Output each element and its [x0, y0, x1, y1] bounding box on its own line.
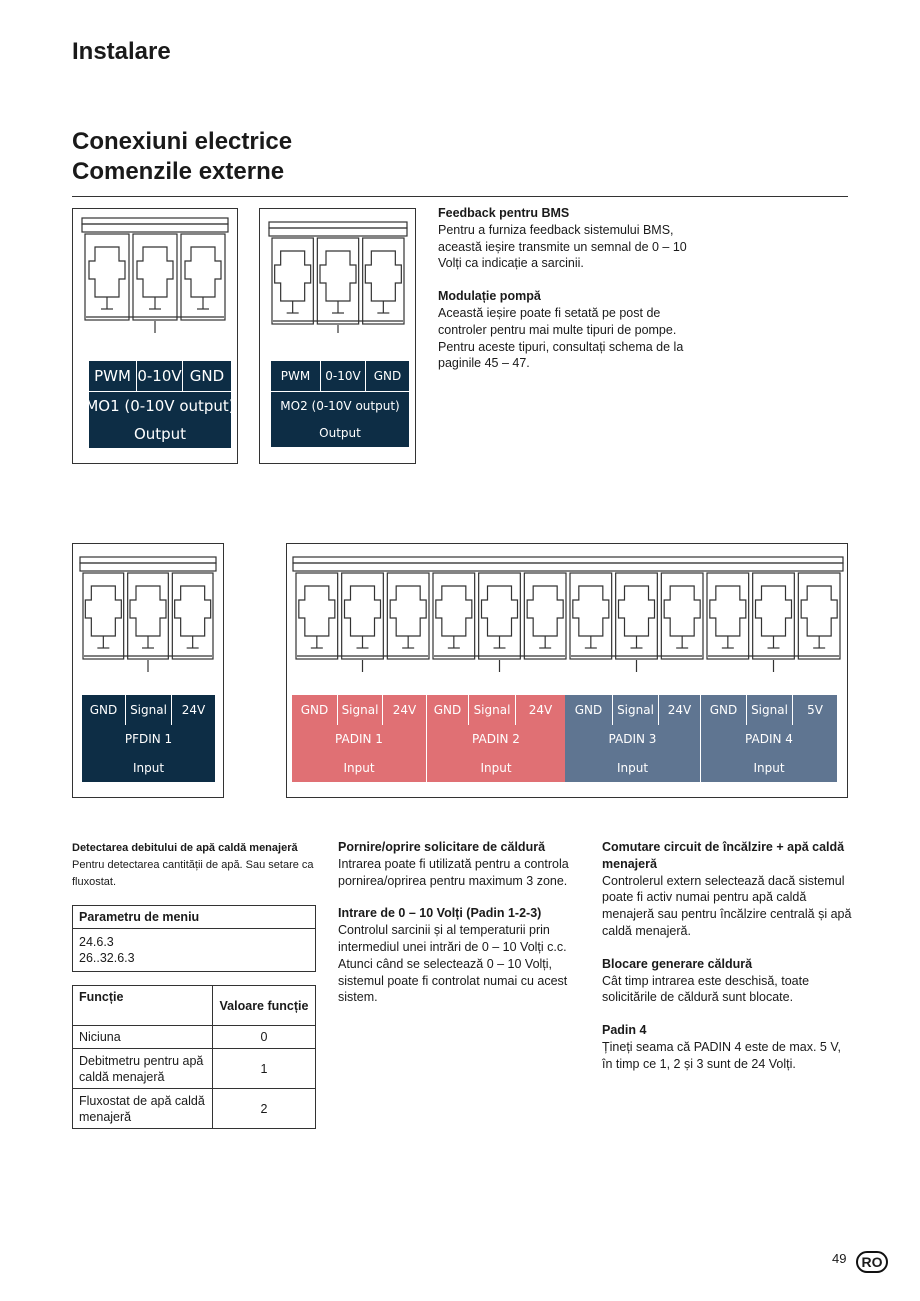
heat-block-text: Cât timp intrarea este deschisă, toate solicitările de căldură sunt blocate.	[602, 973, 810, 1005]
circuit-switch-text: Controlerul extern selectează dacă sistemul poate fi activ numai pentru apă caldă menajeră sau pentru încălzire centrală și apă caldă menajeră.	[602, 873, 852, 938]
function-row-3-label: Fluxostat de apă caldă menajeră	[73, 1089, 213, 1129]
flow-detection-text: Pentru detectarea cantității de apă. Sau setare ca fluxostat.	[72, 859, 314, 888]
padin-connector-box	[286, 543, 848, 798]
padin3-pin-gnd: GND	[565, 695, 613, 725]
menu-parameter-header: Parametru de meniu	[73, 906, 316, 929]
function-row-3-value: 2	[213, 1089, 316, 1129]
mo2-pin-gnd: GND	[366, 361, 409, 391]
padin3-type: Input	[565, 753, 701, 782]
page-number: 49	[832, 1251, 847, 1266]
pump-title: Modulație pompă	[438, 289, 541, 304]
function-row-1-label: Niciuna	[73, 1026, 213, 1049]
heat-request-title: Pornire/oprire solicitare de căldură	[338, 840, 546, 854]
mo2-name: MO2 (0-10V output)	[271, 392, 409, 419]
voltage-input-title: Intrare de 0 – 10 Volți (Padin 1-2-3)	[338, 906, 542, 921]
padin4-pin-5v: 5V	[793, 695, 837, 725]
page-header	[72, 38, 171, 66]
pfdin-pin-24v: 24V	[172, 695, 215, 725]
padin3-pin-24v: 24V	[659, 695, 701, 725]
header-title: Instalare	[72, 38, 171, 65]
padin1-pin-24v: 24V	[383, 695, 427, 725]
mo1-pin-gnd: GND	[183, 361, 231, 391]
mo2-pin-0-10v: 0-10V	[321, 361, 366, 391]
function-row-2-label: Debitmetru pentru apă caldă menajeră	[73, 1049, 213, 1089]
section-title	[72, 127, 292, 187]
pump-text: Această ieșire poate fi setată pe post de controler pentru mai multe tipuri de pompe. Pentru aceste tipuri, consultați schema de la paginile 45 – 47.	[438, 305, 684, 371]
padin3-pin-signal: Signal	[613, 695, 659, 725]
padin2-pin-gnd: GND	[427, 695, 469, 725]
pfdin-pin-signal: Signal	[126, 695, 172, 725]
padin4-note-title: Padin 4	[602, 1023, 647, 1038]
circuit-switch-title: Comutare circuit de încălzire + apă caldă menajeră	[602, 840, 845, 871]
menu-parameter-table	[72, 905, 316, 972]
pfdin-connector-box	[72, 543, 224, 798]
pfdin-type: Input	[82, 753, 215, 782]
mo1-pin-0-10v: 0-10V	[137, 361, 183, 391]
flow-detection-title: Detectarea debitului de apă caldă menajeră	[72, 842, 298, 854]
bms-text-block	[438, 205, 688, 372]
padin2-pin-24v: 24V	[516, 695, 565, 725]
voltage-input-text: Controlul sarcinii și al temperaturii prin intermediul unei intrări de 0 – 10 Volți c.c. Atunci când se selectează 0 – 10 Volți, sistemul poate fi controlat numai cu acest sistem.	[338, 923, 568, 1005]
mo1-type: Output	[89, 420, 231, 448]
padin1-name: PADIN 1	[292, 725, 427, 753]
language-badge: RO	[856, 1251, 888, 1273]
pfdin-terminal-block-icon	[79, 556, 217, 674]
padin1-type: Input	[292, 753, 427, 782]
padin2-name: PADIN 2	[427, 725, 565, 753]
mo2-terminal-block-icon	[268, 221, 408, 333]
section-divider	[72, 196, 848, 197]
mo2-connector-box	[259, 208, 416, 464]
mo2-type: Output	[271, 419, 409, 447]
circuit-switch-block	[602, 839, 852, 1073]
function-row-2-value: 1	[213, 1049, 316, 1089]
function-row-1-value: 0	[213, 1026, 316, 1049]
mo1-name: MO1 (0-10V output)	[89, 392, 231, 420]
mo1-pin-pwm: PWM	[89, 361, 137, 391]
pfdin-pin-gnd: GND	[82, 695, 126, 725]
padin4-note-text: Țineți seama că PADIN 4 este de max. 5 V, în timp ce 1, 2 și 3 sunt de 24 Volți.	[602, 1039, 842, 1071]
menu-parameter-value-2: 26..32.6.3	[79, 951, 135, 965]
padin1-pin-signal: Signal	[338, 695, 383, 725]
padin4-type: Input	[701, 753, 837, 782]
function-table	[72, 985, 316, 1129]
flow-detection-block	[72, 840, 322, 891]
value-col-header: Valoare funcție	[213, 986, 316, 1026]
section-title-line1: Conexiuni electrice	[72, 128, 293, 155]
mo1-connector-box	[72, 208, 238, 464]
menu-parameter-value-1: 24.6.3	[79, 935, 114, 949]
padin3-name: PADIN 3	[565, 725, 701, 753]
bms-text: Pentru a furniza feedback sistemului BMS, această ieșire transmite un semnal de 0 – 10 Volți ca indicație a sarcinii.	[438, 222, 687, 271]
padin4-pin-signal: Signal	[747, 695, 793, 725]
padin-terminal-block-icon	[292, 556, 844, 674]
mo2-pin-pwm: PWM	[271, 361, 321, 391]
padin2-pin-signal: Signal	[469, 695, 516, 725]
padin4-pin-gnd: GND	[701, 695, 747, 725]
bms-title: Feedback pentru BMS	[438, 206, 570, 220]
section-title-line2: Comenzile externe	[72, 158, 285, 185]
padin4-name: PADIN 4	[701, 725, 837, 753]
heat-request-text: Intrarea poate fi utilizată pentru a controla pornirea/oprirea pentru maximum 3 zone.	[338, 856, 569, 888]
mo1-terminal-block-icon	[81, 217, 229, 337]
pfdin-name: PFDIN 1	[82, 725, 215, 753]
padin1-pin-gnd: GND	[292, 695, 338, 725]
heat-block-title: Blocare generare căldură	[602, 956, 753, 971]
function-col-header: Funcție	[73, 986, 213, 1026]
padin2-type: Input	[427, 753, 565, 782]
heat-request-block	[338, 839, 578, 1006]
